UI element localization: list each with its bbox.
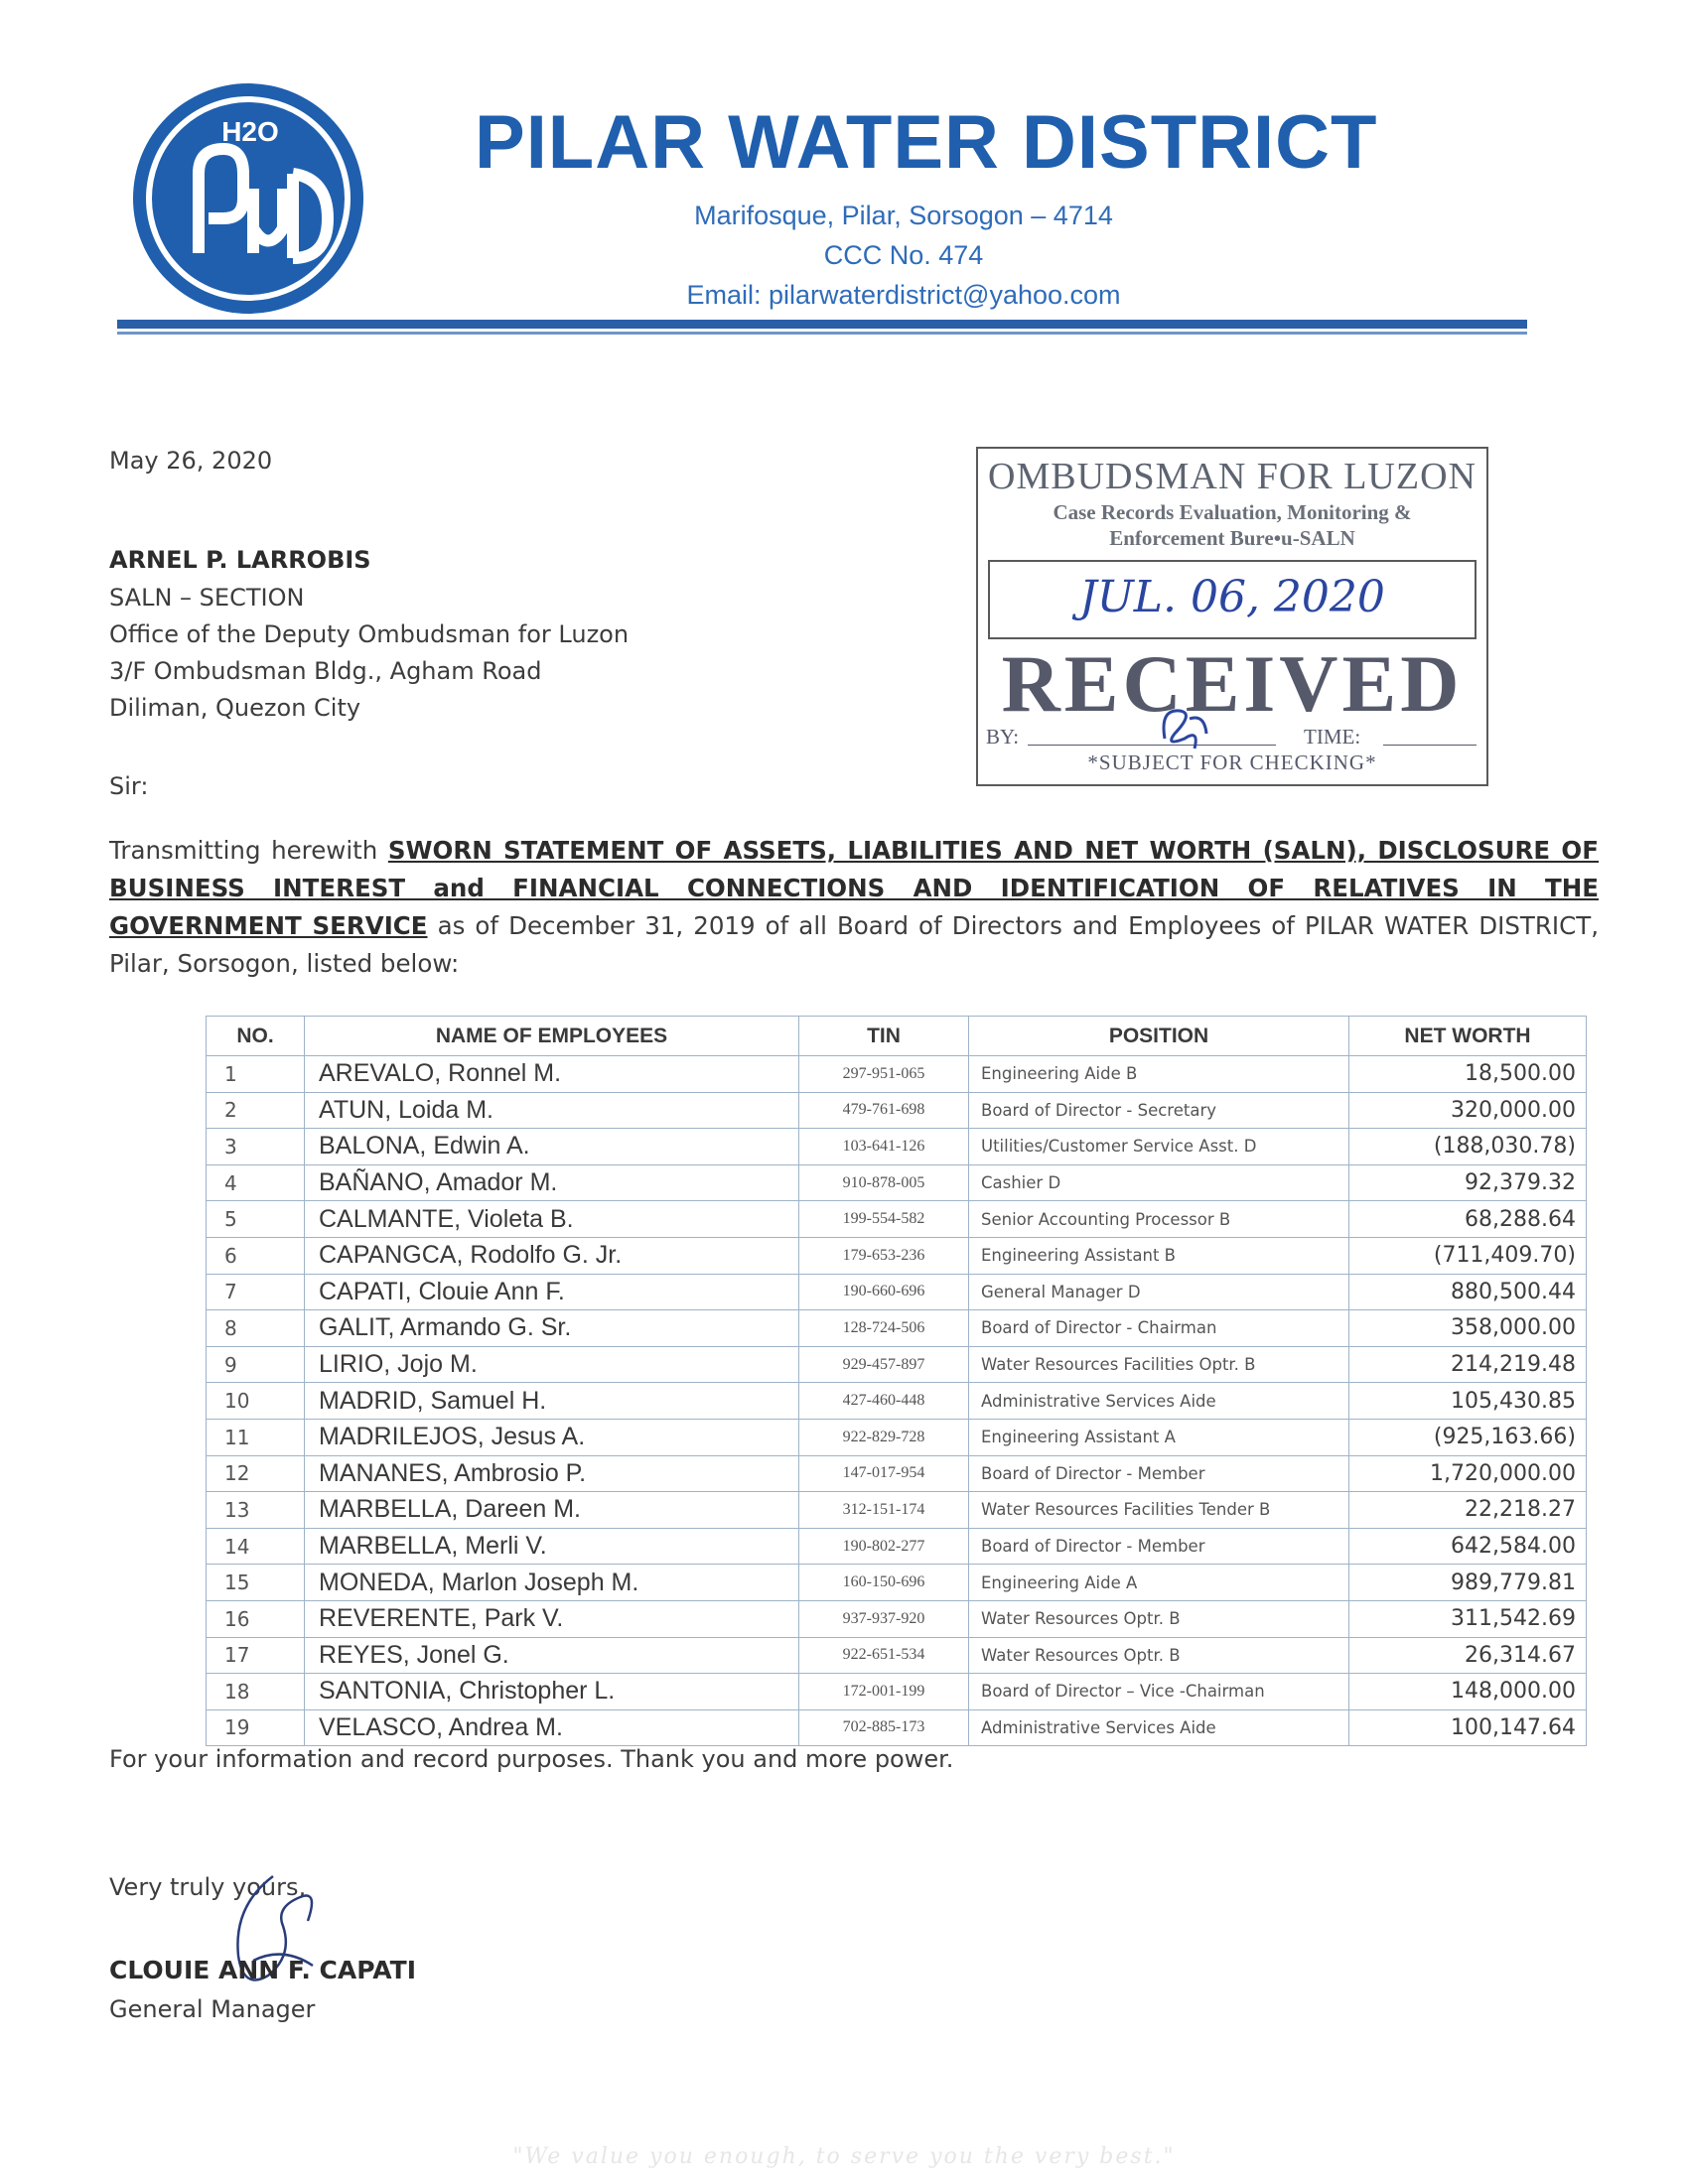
body-highlight: SWORN STATEMENT OF ASSETS, LIABILITIES AND NET WORTH (SALN), DISCLOSURE OF BUSINESS INTEREST and FINANCIAL CONNECTIONS AND IDENTIFICATION OF RELATIVES IN THE GOVERNMENT SERVICE (109, 836, 1599, 940)
table-row (207, 1709, 1587, 1746)
table-row (207, 1129, 1587, 1165)
stamp-subtitle: Case Records Evaluation, Monitoring & (1053, 500, 1412, 524)
row-number: 9 (207, 1346, 305, 1383)
stamp-subtitle: Enforcement Bure•u-SALN (1109, 526, 1355, 550)
employee-position: Administrative Services Aide (969, 1709, 1349, 1746)
employee-tin: 190-660-696 (799, 1274, 969, 1310)
employee-net-worth: 358,000.00 (1349, 1310, 1587, 1347)
employee-name: MADRILEJOS, Jesus A. (305, 1419, 799, 1455)
employee-name: SANTONIA, Christopher L. (305, 1674, 799, 1710)
signatory-name: CLOUIE ANN F. CAPATI (109, 1956, 417, 1984)
employee-position: Administrative Services Aide (969, 1383, 1349, 1420)
row-number: 11 (207, 1419, 305, 1455)
table-row (207, 1274, 1587, 1310)
table-row (207, 1383, 1587, 1420)
recipient-name: ARNEL P. LARROBIS (109, 546, 371, 574)
table-row (207, 1492, 1587, 1529)
row-number: 1 (207, 1056, 305, 1093)
employee-name: VELASCO, Andrea M. (305, 1709, 799, 1746)
table-row (207, 1637, 1587, 1674)
employee-name: CAPANGCA, Rodolfo G. Jr. (305, 1237, 799, 1274)
header-rule (117, 320, 1527, 329)
employee-position: General Manager D (969, 1274, 1349, 1310)
employee-position: Utilities/Customer Service Asst. D (969, 1129, 1349, 1165)
employee-net-worth: 148,000.00 (1349, 1674, 1587, 1710)
employee-position: Water Resources Optr. B (969, 1600, 1349, 1637)
employee-position: Senior Accounting Processor B (969, 1201, 1349, 1238)
recipient-line: Diliman, Quezon City (109, 694, 361, 722)
employee-name: CALMANTE, Violeta B. (305, 1201, 799, 1238)
stamp-time-line (1383, 745, 1477, 746)
employee-tin: 937-937-920 (799, 1600, 969, 1637)
col-header-no: NO. (207, 1017, 305, 1056)
employee-tin: 479-761-698 (799, 1092, 969, 1129)
logo-text: H2O (221, 116, 279, 147)
employee-net-worth: 642,584.00 (1349, 1528, 1587, 1565)
employee-tin: 199-554-582 (799, 1201, 969, 1238)
row-number: 17 (207, 1637, 305, 1674)
employee-tin: 160-150-696 (799, 1565, 969, 1601)
received-stamp (976, 447, 1488, 786)
col-header-name: NAME OF EMPLOYEES (305, 1017, 799, 1056)
employee-net-worth: 311,542.69 (1349, 1600, 1587, 1637)
employee-position: Board of Director - Member (969, 1528, 1349, 1565)
employee-name: CAPATI, Clouie Ann F. (305, 1274, 799, 1310)
letter-date: May 26, 2020 (109, 447, 273, 475)
employee-net-worth: 214,219.48 (1349, 1346, 1587, 1383)
employee-name: BAÑANO, Amador M. (305, 1164, 799, 1201)
employee-name: MARBELLA, Dareen M. (305, 1492, 799, 1529)
pwd-logo-icon (129, 79, 367, 318)
employees-table (206, 1016, 1587, 1746)
body-paragraph (109, 832, 1599, 983)
employee-net-worth: 880,500.44 (1349, 1274, 1587, 1310)
table-row (207, 1092, 1587, 1129)
footer-motto: "We value you enough, to serve you the very best." (512, 2144, 1176, 2169)
row-number: 13 (207, 1492, 305, 1529)
sign-off: Very truly yours, (109, 1873, 307, 1901)
employee-tin: 179-653-236 (799, 1237, 969, 1274)
employee-name: LIRIO, Jojo M. (305, 1346, 799, 1383)
employee-net-worth: 100,147.64 (1349, 1709, 1587, 1746)
employee-tin: 929-457-897 (799, 1346, 969, 1383)
table-row (207, 1674, 1587, 1710)
employee-name: MANANES, Ambrosio P. (305, 1455, 799, 1492)
employee-name: MONEDA, Marlon Joseph M. (305, 1565, 799, 1601)
employee-position: Board of Director – Vice -Chairman (969, 1674, 1349, 1710)
table-row (207, 1310, 1587, 1347)
salutation: Sir: (109, 772, 149, 800)
row-number: 10 (207, 1383, 305, 1420)
row-number: 19 (207, 1709, 305, 1746)
employee-tin: 128-724-506 (799, 1310, 969, 1347)
employee-net-worth: 92,379.32 (1349, 1164, 1587, 1201)
employee-net-worth: 18,500.00 (1349, 1056, 1587, 1093)
row-number: 14 (207, 1528, 305, 1565)
employee-tin: 312-151-174 (799, 1492, 969, 1529)
row-number: 16 (207, 1600, 305, 1637)
employee-name: MADRID, Samuel H. (305, 1383, 799, 1420)
recipient-line: SALN – SECTION (109, 584, 305, 612)
table-row (207, 1346, 1587, 1383)
employee-name: REYES, Jonel G. (305, 1637, 799, 1674)
table-row (207, 1419, 1587, 1455)
table-row (207, 1237, 1587, 1274)
stamp-note: *SUBJECT FOR CHECKING* (1087, 751, 1377, 774)
row-number: 6 (207, 1237, 305, 1274)
stamp-date: JUL. 06, 2020 (1079, 572, 1385, 622)
employee-name: AREVALO, Ronnel M. (305, 1056, 799, 1093)
col-header-tin: TIN (799, 1017, 969, 1056)
stamp-date-box (988, 560, 1477, 639)
employee-tin: 427-460-448 (799, 1383, 969, 1420)
stamp-by-label: BY: (986, 725, 1020, 749)
employee-position: Board of Director - Chairman (969, 1310, 1349, 1347)
table-row (207, 1164, 1587, 1201)
employee-tin: 190-802-277 (799, 1528, 969, 1565)
table-row (207, 1528, 1587, 1565)
employee-net-worth: (711,409.70) (1349, 1237, 1587, 1274)
col-header-position: POSITION (969, 1017, 1349, 1056)
row-number: 7 (207, 1274, 305, 1310)
employee-tin: 910-878-005 (799, 1164, 969, 1201)
row-number: 18 (207, 1674, 305, 1710)
row-number: 15 (207, 1565, 305, 1601)
employee-net-worth: 26,314.67 (1349, 1637, 1587, 1674)
stamp-by-line (1028, 745, 1276, 746)
row-number: 5 (207, 1201, 305, 1238)
employee-name: REVERENTE, Park V. (305, 1600, 799, 1637)
employee-net-worth: 68,288.64 (1349, 1201, 1587, 1238)
employee-net-worth: 105,430.85 (1349, 1383, 1587, 1420)
employee-position: Engineering Assistant A (969, 1419, 1349, 1455)
employee-net-worth: (925,163.66) (1349, 1419, 1587, 1455)
employee-position: Board of Director - Secretary (969, 1092, 1349, 1129)
table-row (207, 1600, 1587, 1637)
employee-name: BALONA, Edwin A. (305, 1129, 799, 1165)
employee-net-worth: 1,720,000.00 (1349, 1455, 1587, 1492)
employee-position: Engineering Aide A (969, 1565, 1349, 1601)
row-number: 12 (207, 1455, 305, 1492)
employee-net-worth: 320,000.00 (1349, 1092, 1587, 1129)
closing-line: For your information and record purposes. Thank you and more power. (109, 1745, 954, 1773)
stamp-initials-icon (1155, 699, 1214, 758)
employee-net-worth: 989,779.81 (1349, 1565, 1587, 1601)
table-row (207, 1455, 1587, 1492)
header-rule-thin (117, 332, 1527, 335)
employee-tin: 922-651-534 (799, 1637, 969, 1674)
recipient-line: Office of the Deputy Ombudsman for Luzon (109, 620, 630, 648)
employee-net-worth: (188,030.78) (1349, 1129, 1587, 1165)
stamp-time-label: TIME: (1304, 725, 1361, 749)
table-header-row (207, 1017, 1587, 1056)
employee-name: MARBELLA, Merli V. (305, 1528, 799, 1565)
signatory-title: General Manager (109, 1995, 316, 2023)
employee-name: GALIT, Armando G. Sr. (305, 1310, 799, 1347)
employee-tin: 147-017-954 (799, 1455, 969, 1492)
stamp-title: OMBUDSMAN FOR LUZON (988, 456, 1477, 497)
employee-position: Board of Director - Member (969, 1455, 1349, 1492)
employee-tin: 297-951-065 (799, 1056, 969, 1093)
employee-position: Engineering Aide B (969, 1056, 1349, 1093)
employee-tin: 922-829-728 (799, 1419, 969, 1455)
table-row (207, 1201, 1587, 1238)
employee-position: Water Resources Facilities Tender B (969, 1492, 1349, 1529)
employee-net-worth: 22,218.27 (1349, 1492, 1587, 1529)
row-number: 3 (207, 1129, 305, 1165)
org-address: Marifosque, Pilar, Sorsogon – 4714 (694, 201, 1113, 230)
org-ccc-number: CCC No. 474 (823, 240, 984, 270)
row-number: 4 (207, 1164, 305, 1201)
table-row (207, 1056, 1587, 1093)
body-suffix: as of December 31, 2019 of all Board of Directors and Employees of PILAR WATER DISTRICT, Pilar, Sorsogon, listed below: (109, 911, 1600, 978)
row-number: 2 (207, 1092, 305, 1129)
employee-name: ATUN, Loida M. (305, 1092, 799, 1129)
stamp-received-text: RECEIVED (1001, 638, 1464, 729)
employee-tin: 103-641-126 (799, 1129, 969, 1165)
org-email: Email: pilarwaterdistrict@yahoo.com (686, 280, 1121, 310)
employee-position: Water Resources Facilities Optr. B (969, 1346, 1349, 1383)
employee-tin: 172-001-199 (799, 1674, 969, 1710)
org-name: PILAR WATER DISTRICT (475, 100, 1378, 185)
employee-position: Engineering Assistant B (969, 1237, 1349, 1274)
employee-position: Cashier D (969, 1164, 1349, 1201)
row-number: 8 (207, 1310, 305, 1347)
employee-position: Water Resources Optr. B (969, 1637, 1349, 1674)
recipient-line: 3/F Ombudsman Bldg., Agham Road (109, 657, 542, 685)
col-header-net-worth: NET WORTH (1349, 1017, 1587, 1056)
employee-tin: 702-885-173 (799, 1709, 969, 1746)
body-prefix: Transmitting herewith (109, 836, 388, 865)
table-row (207, 1565, 1587, 1601)
